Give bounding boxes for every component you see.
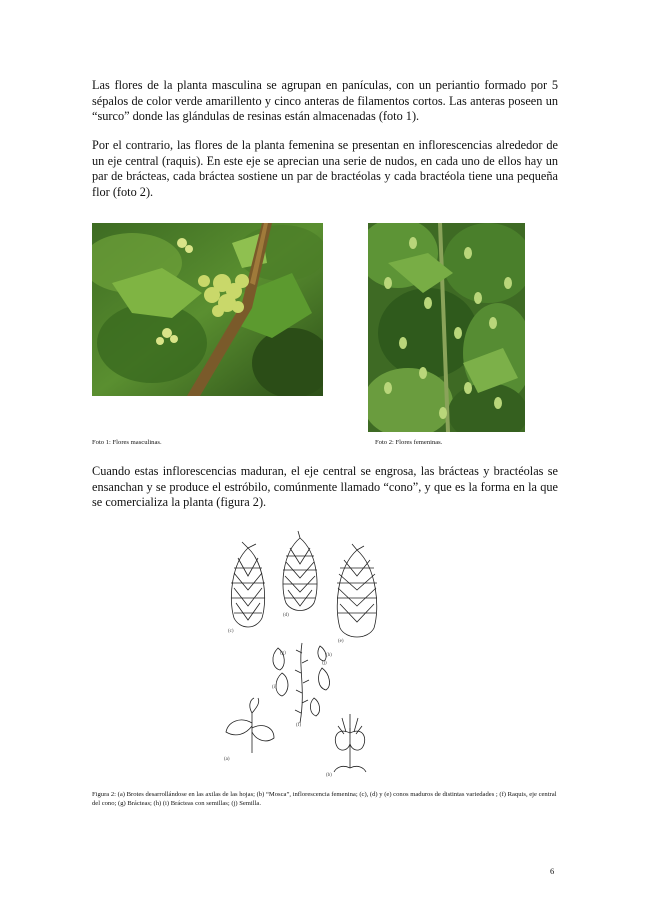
caption-photo-1: Foto 1: Flores masculinas. xyxy=(92,439,162,446)
cone-c-drawing xyxy=(231,542,265,627)
figure-label-e: (e) xyxy=(338,639,344,644)
rachis-f-drawing xyxy=(295,643,309,723)
figure-label-c: (c) xyxy=(228,629,234,634)
figure-label-i: (i) xyxy=(272,685,277,690)
page-number: 6 xyxy=(550,866,555,876)
figure-hop-cones-illustration xyxy=(212,528,392,780)
cone-e-drawing xyxy=(337,544,377,637)
photo-male-flowers xyxy=(92,223,323,396)
photo-female-flowers xyxy=(368,223,525,432)
figure-label-b: (b) xyxy=(326,773,332,778)
cone-d-drawing xyxy=(283,531,317,611)
paragraph-cone: Cuando estas inflorescencias maduran, el eje central se engrosa, las brácteas y bractéolas se ensanchan y se produce el estróbilo, comúnmente llamado “cono”, y que es la forma en la que se comercializa la planta (figura 2). xyxy=(92,464,558,509)
paragraph-male-flowers: Las flores de la planta masculina se agrupan en panículas, con un periantio formado por 5 sépalos de color verde amarillento y cinco anteras de filamentos cortos. Las anteras poseen un “surco” donde las glándulas de resinas están almacenadas (foto 1). xyxy=(92,78,558,123)
shoot-a-drawing xyxy=(226,698,274,753)
paragraph-female-flowers: Por el contrario, las flores de la planta femenina se presentan en inflorescencias alrededor de un eje central (raquis). En este eje se aprecian una serie de nudos, en cada uno de ellos hay un par de brácteas, cada bráctea sostiene un par de bractéolas y cada bractéola tiene una pequeña flor (foto 2). xyxy=(92,138,558,199)
caption-figure-2: Figura 2: (a) Brotes desarrollándose en las axilas de las hojas; (b) “Mosca”, inflorescencia femenina; (c), (d) y (e) conos maduros de distintas variedades ; (f) Raquis, eje central del cono; (g) Brácteas; (h) (i) Brácteas con semillas; (j) Semilla. xyxy=(92,791,557,807)
figure-label-a: (a) xyxy=(224,757,230,762)
figure-label-d: (d) xyxy=(283,613,289,618)
figure-label-g: (g) xyxy=(280,651,286,656)
figure-label-h: (h) xyxy=(326,653,332,658)
female-inflorescence-b-drawing xyxy=(334,714,366,772)
caption-photo-2: Foto 2: Flores femeninas. xyxy=(375,439,443,446)
figure-label-j: (j) xyxy=(322,661,327,666)
figure-label-f: (f) xyxy=(296,723,301,728)
